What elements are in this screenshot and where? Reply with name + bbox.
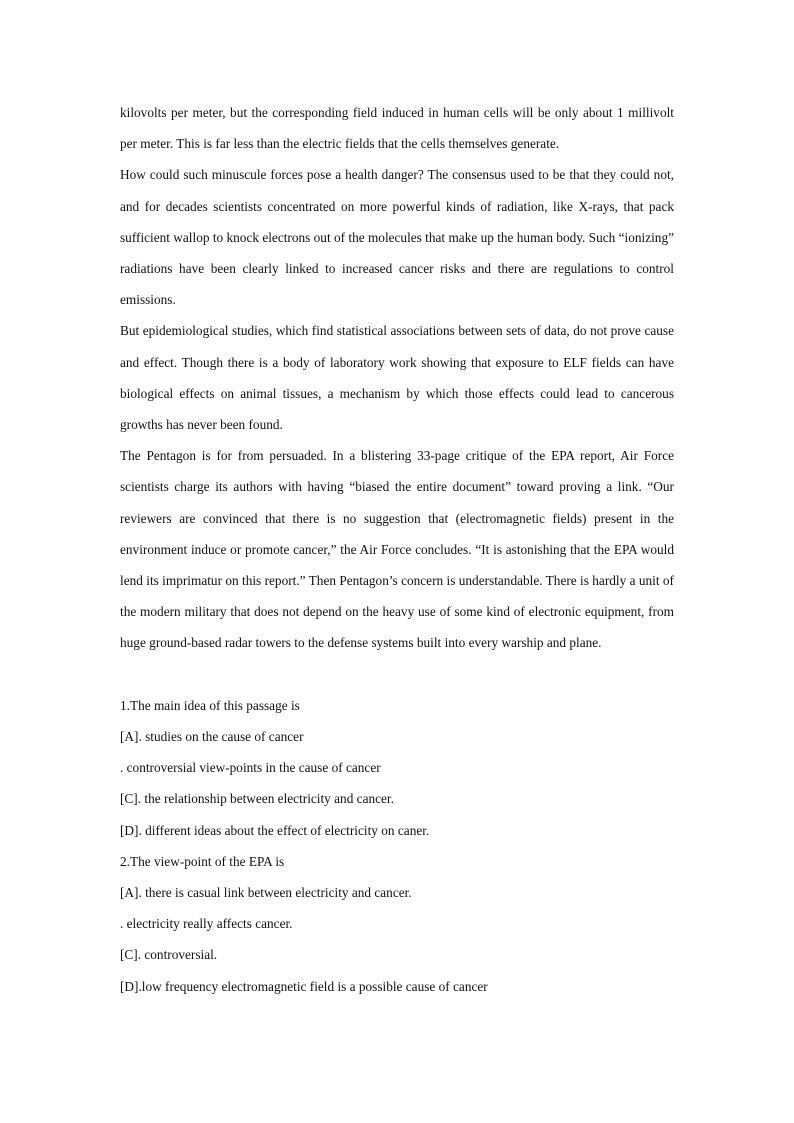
passage-paragraph-3: But epidemiological studies, which find statistical associations between sets of data, do not prove cause and effect. Though there is a body of laboratory work showing that exposure to ELF fields can have biological effects on animal tissues, a mechanism by which those effects could lead to cancerous growths has never been found. [120,323,674,433]
question-option: [D].low frequency electromagnetic field is a possible cause of cancer [120,978,488,994]
question-option: . controversial view-points in the cause of cancer [120,760,381,776]
document-body [120,97,674,1002]
section-spacer [120,659,674,690]
question-option: [D]. different ideas about the effect of electricity on caner. [120,822,430,838]
passage-paragraph-4: The Pentagon is for from persuaded. In a blistering 33-page critique of the EPA report, Air Force scientists charge its authors with having “biased the entire document” toward proving a link. “Our reviewers are convinced that there is no suggestion that (electromagnetic fields) present in the environment induce or promote cancer,” the Air Force concludes. “It is astonishing that the EPA would lend its imprimatur on this report.” Then Pentagon’s concern is understandable. There is hardly a unit of the modern military that does not depend on the heavy use of some kind of electronic equipment, from huge ground-based radar towers to the defense systems built into every warship and plane. [120,448,674,651]
question-option: [C]. controversial. [120,947,218,963]
question-stem: 1.The main idea of this passage is [120,697,300,713]
question-option: [C]. the relationship between electricity and cancer. [120,791,394,807]
question-2 [120,846,674,1002]
question-option: [A]. there is casual link between electricity and cancer. [120,885,412,901]
question-option: [A]. studies on the cause of cancer [120,729,304,745]
question-1 [120,690,674,846]
question-stem: 2.The view-point of the EPA is [120,853,285,869]
passage-paragraph-2: How could such minuscule forces pose a health danger? The consensus used to be that they could not, and for decades scientists concentrated on more powerful kinds of radiation, like X-rays, that pack sufficient wallop to knock electrons out of the molecules that make up the human body. Such “ionizing” radiations have been clearly linked to increased cancer risks and there are regulations to control emissions. [120,167,674,308]
passage-paragraph-1: kilovolts per meter, but the corresponding field induced in human cells will be only about 1 millivolt per meter. This is far less than the electric fields that the cells themselves generate. [120,105,674,152]
question-option: . electricity really affects cancer. [120,916,293,932]
